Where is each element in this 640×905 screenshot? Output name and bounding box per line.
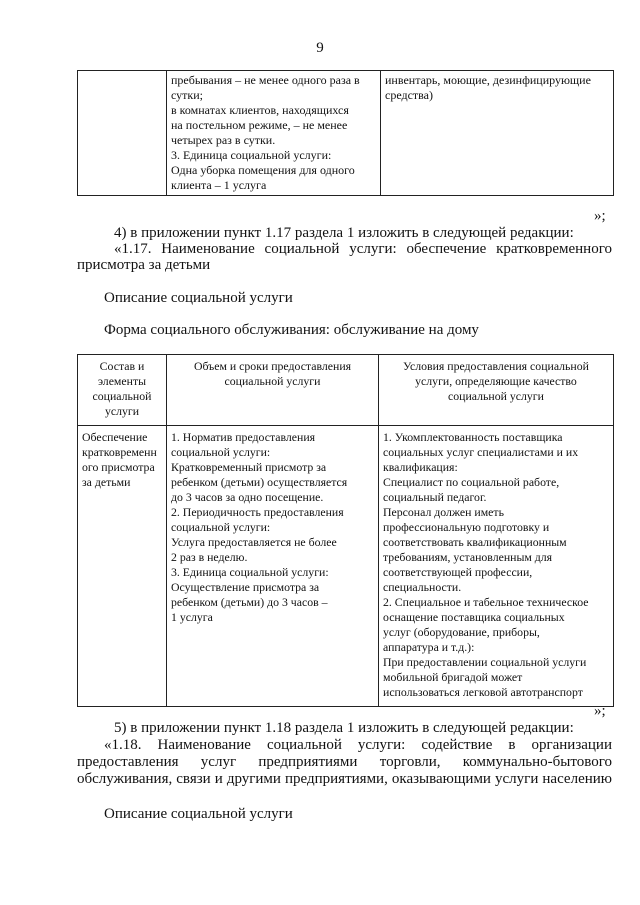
table-cell-service	[78, 426, 167, 707]
header-line: Состав и	[99, 359, 145, 373]
cell-line: ого присмотра	[82, 460, 155, 474]
paragraph-118-line3: обслуживания, связи и другими предприятиями, оказывающими услуги населению	[77, 771, 612, 787]
description-heading: Описание социальной услуги	[104, 806, 293, 822]
cell-line: 1. Укомплектованность поставщика	[383, 430, 563, 444]
cell-line: При предоставлении социальной услуги	[383, 655, 587, 669]
cell-line: в комнатах клиентов, находящихся	[171, 103, 349, 117]
table-cell-volume	[167, 426, 379, 707]
cell-line: ребенком (детьми) осуществляется	[171, 475, 348, 489]
cell-line: 3. Единица социальной услуги:	[171, 148, 332, 162]
cell-line: 2 раз в неделю.	[171, 550, 248, 564]
table-cell-conditions	[379, 426, 614, 707]
cell-line: соответствующей профессии,	[383, 565, 533, 579]
cell-line: сутки;	[171, 88, 203, 102]
cell-line: 1 услуга	[171, 610, 213, 624]
table-row	[78, 426, 614, 707]
paragraph-118-line1: «1.18. Наименование социальной услуги: содействие в организации	[104, 737, 612, 753]
cell-line: услуг (оборудование, приборы,	[383, 625, 540, 639]
header-line: социальной услуги	[224, 374, 321, 388]
description-heading: Описание социальной услуги	[104, 290, 293, 306]
cell-line: социальных услуг специалистами и их	[383, 445, 579, 459]
header-conditions	[379, 355, 614, 426]
header-volume	[167, 355, 379, 426]
paragraph-118-line2: предоставления услуг предприятиями торговли, коммунально-бытового	[77, 754, 612, 770]
cell-line: четырех раз в сутки.	[171, 133, 276, 147]
table-row	[78, 71, 614, 196]
cell-line: профессиональную подготовку и	[383, 520, 550, 534]
cell-line: аппаратура и т.д.):	[383, 640, 475, 654]
cell-line: соответствовать квалификационным	[383, 535, 567, 549]
cell-line: ребенком (детьми) до 3 часов –	[171, 595, 328, 609]
cell-line: Обеспечение	[82, 430, 148, 444]
cell-line: пребывания – не менее одного раза в	[171, 73, 360, 87]
cell-line: использоваться легковой автотранспорт	[383, 685, 583, 699]
cell-line: 3. Единица социальной услуги:	[171, 565, 329, 579]
header-line: услуги	[104, 404, 140, 418]
cell-line: средства)	[385, 88, 433, 102]
cell-line: Кратковременный присмотр за	[171, 460, 327, 474]
cell-line: оснащение поставщика социальных	[383, 610, 565, 624]
closing-quote: »;	[594, 208, 606, 224]
cell-line: за детьми	[82, 475, 131, 489]
paragraph-4: 4) в приложении пункт 1.17 раздела 1 изложить в следующей редакции:	[114, 225, 574, 241]
cell-line: до 3 часов за одно посещение.	[171, 490, 324, 504]
page-number: 9	[316, 40, 324, 56]
cell-line: мобильной бригадой может	[383, 670, 523, 684]
cell-line: 2. Специальное и табельное техническое	[383, 595, 589, 609]
table-cell-volume	[167, 71, 381, 196]
header-line: Объем и сроки предоставления	[193, 359, 352, 373]
cell-line: квалификация:	[383, 460, 458, 474]
cell-line: на постельном режиме, – не менее	[171, 118, 348, 132]
cell-line: требованиям, установленным для	[383, 550, 553, 564]
cell-line: инвентарь, моющие, дезинфицирующие	[385, 73, 591, 87]
cell-line: кратковременн	[82, 445, 157, 459]
cell-line: социальной услуги:	[171, 520, 271, 534]
table-cell-conditions	[381, 71, 614, 196]
cell-line: 2. Периодичность предоставления	[171, 505, 344, 519]
paragraph-117-line2: присмотра за детьми	[77, 257, 211, 273]
service-form: Форма социального обслуживания: обслуживание на дому	[104, 322, 479, 338]
header-line: Условия предоставления социальной	[403, 359, 589, 373]
header-line: социальной услуги	[448, 389, 544, 403]
header-line: услуги, определяющие качество	[415, 374, 577, 388]
header-composition	[78, 355, 167, 426]
cell-line: социальной услуги:	[171, 445, 271, 459]
cell-line: Специалист по социальной работе,	[383, 475, 560, 489]
table-header-row	[78, 355, 614, 426]
table-cell-empty	[78, 71, 167, 196]
cell-line: Осуществление присмотра за	[171, 580, 320, 594]
closing-quote: »;	[594, 703, 606, 719]
cell-line: Услуга предоставляется не более	[171, 535, 337, 549]
cell-line: 1. Норматив предоставления	[171, 430, 316, 444]
table-continuation	[77, 70, 614, 196]
header-line: элементы	[97, 374, 147, 388]
cell-line: клиента – 1 услуга	[171, 178, 267, 192]
paragraph-117-line1: «1.17. Наименование социальной услуги: обеспечение кратковременного	[114, 241, 612, 257]
service-table	[77, 354, 614, 707]
cell-line: Одна уборка помещения для одного	[171, 163, 355, 177]
cell-line: Персонал должен иметь	[383, 505, 504, 519]
header-line: социальной	[92, 389, 152, 403]
paragraph-5: 5) в приложении пункт 1.18 раздела 1 изложить в следующей редакции:	[114, 720, 574, 736]
cell-line: специальности.	[383, 580, 462, 594]
cell-line: социальный педагог.	[383, 490, 487, 504]
